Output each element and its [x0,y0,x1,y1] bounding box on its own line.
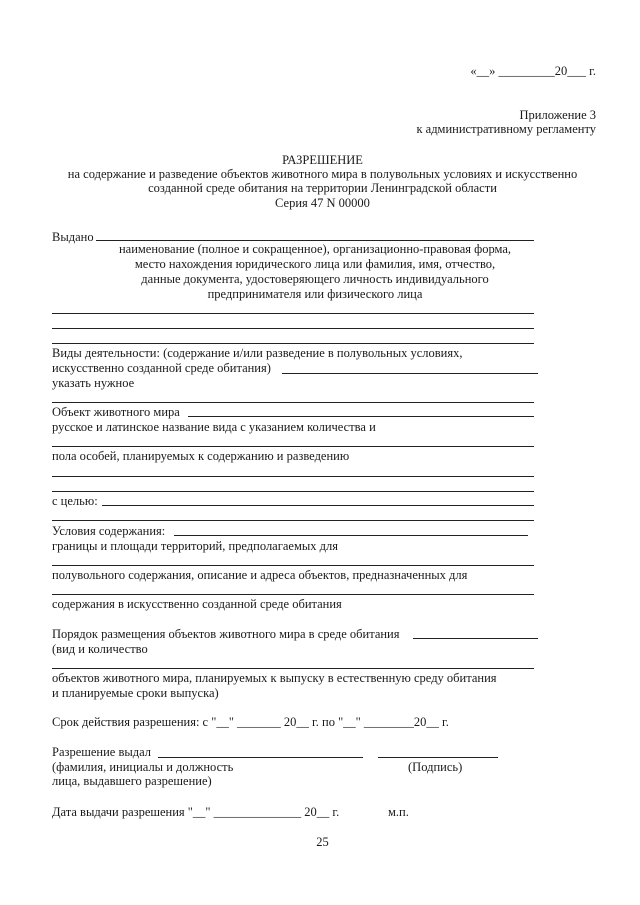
conditions-fill-line [174,535,528,536]
placement-hint-1: (вид и количество [52,642,148,656]
blank-line [52,476,534,477]
issued-hint-3: данные документа, удостоверяющего личность индивидуального [141,272,489,286]
placement-line: Порядок размещения объектов животного мира в среде обитания [52,627,400,641]
stamp-place: м.п. [388,805,409,819]
activity-fill-line [282,373,538,374]
issuer-hint-2: лица, выдавшего разрешение) [52,774,212,788]
object-label: Объект животного мира [52,405,180,419]
conditions-hint-2: полувольного содержания, описание и адреса объектов, предназначенных для [52,568,468,582]
activity-line-1: Виды деятельности: (содержание и/или разведение в полувольных условиях, [52,346,463,360]
issuer-label: Разрешение выдал [52,745,152,759]
document-subtitle-1: на содержание и разведение объектов животного мира в полувольных условиях и искусственно [67,167,578,181]
issuer-name-line [158,757,363,758]
purpose-label: с целью: [52,494,98,508]
object-hint-2: пола особей, планируемых к содержанию и разведению [52,449,350,463]
placement-hint-2: объектов животного мира, планируемых к выпуску в естественную среду обитания [52,671,497,685]
page-number: 25 [316,835,329,849]
document-subtitle-2: созданной среде обитания на территории Ленинградской области [148,181,497,195]
blank-line [52,520,534,521]
blank-line [52,594,534,595]
blank-line [52,491,534,492]
placement-fill-line [413,638,538,639]
object-fill-line [188,416,534,417]
issue-date-line: Дата выдачи разрешения "__" ______________ 20__ г. [52,805,340,819]
date-line: «__» _________20___ г. [470,64,596,78]
blank-line [52,565,534,566]
validity-line: Срок действия разрешения: с "__" _______ 20__ г. по "__" ________20__ г. [52,715,449,729]
blank-line [52,446,534,447]
purpose-fill-line [102,505,534,506]
activity-line-2: искусственно созданной среде обитания) [52,361,271,375]
issued-label: Выдано [52,230,94,244]
issued-hint-4: предпринимателя или физического лица [207,287,423,301]
signature-line [378,757,498,758]
conditions-hint-1: границы и площади территорий, предполагаемых для [52,539,338,553]
placement-hint-3: и планируемые сроки выпуска) [52,686,219,700]
issued-hint-1: наименование (полное и сокращенное), организационно-правовая форма, [118,242,512,256]
issued-to-line [96,240,534,241]
blank-line [52,328,534,329]
object-hint-1: русское и латинское название вида с указанием количества и [52,420,376,434]
activity-hint: указать нужное [52,376,135,390]
series-number: Серия 47 N 00000 [275,196,370,210]
conditions-label: Условия содержания: [52,524,166,538]
blank-line [52,668,534,669]
conditions-hint-3: содержания в искусственно созданной среде обитания [52,597,342,611]
blank-line [52,343,534,344]
blank-line [52,313,534,314]
document-title: РАЗРЕШЕНИЕ [282,153,363,167]
appendix-line-1: Приложение 3 [519,108,596,122]
blank-line [52,402,534,403]
issued-hint-2: место нахождения юридического лица или фамилия, имя, отчество, [134,257,496,271]
issuer-hint-1: (фамилия, инициалы и должность [52,760,234,774]
signature-hint: (Подпись) [408,760,463,774]
appendix-line-2: к административному регламенту [416,122,596,136]
